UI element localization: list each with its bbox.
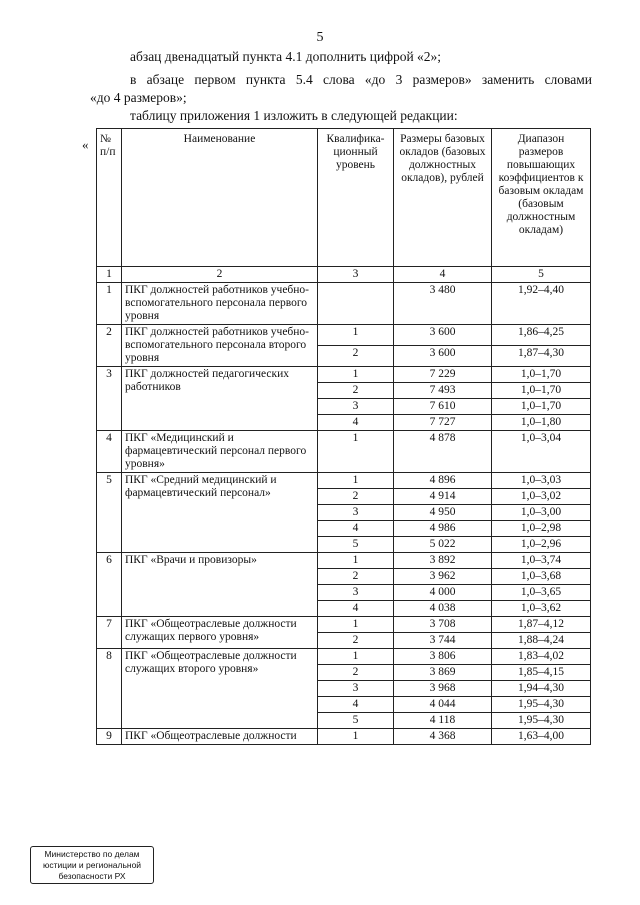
range-cell: 1,0–1,70 <box>492 383 591 399</box>
range-cell: 1,88–4,24 <box>492 633 591 649</box>
range-cell: 1,85–4,15 <box>492 665 591 681</box>
salary-cell: 3 744 <box>394 633 492 649</box>
row-number: 6 <box>97 553 122 617</box>
salary-cell: 5 022 <box>394 537 492 553</box>
row-number: 9 <box>97 729 122 745</box>
range-cell: 1,95–4,30 <box>492 713 591 729</box>
range-cell: 1,95–4,30 <box>492 697 591 713</box>
level-cell: 1 <box>318 431 394 473</box>
row-number: 1 <box>97 283 122 325</box>
row-number: 5 <box>97 473 122 553</box>
level-cell: 2 <box>318 346 394 367</box>
open-quote: « <box>82 137 89 152</box>
range-cell: 1,0–3,03 <box>492 473 591 489</box>
level-cell: 3 <box>318 681 394 697</box>
salary-cell: 3 708 <box>394 617 492 633</box>
salary-cell: 4 878 <box>394 431 492 473</box>
column-number: 3 <box>318 267 394 283</box>
level-cell: 5 <box>318 537 394 553</box>
group-name: ПКГ «Общеотраслевые должности <box>122 729 318 745</box>
row-number: 7 <box>97 617 122 649</box>
salary-cell: 7 610 <box>394 399 492 415</box>
level-cell: 2 <box>318 383 394 399</box>
group-name: ПКГ должностей работников учебно-вспомогательного персонала первого уровня <box>122 283 318 325</box>
stamp-line-1: Министерство по делам <box>44 849 140 859</box>
column-number: 5 <box>492 267 591 283</box>
salary-cell: 3 962 <box>394 569 492 585</box>
level-cell: 1 <box>318 553 394 569</box>
level-cell: 2 <box>318 489 394 505</box>
salary-cell: 4 950 <box>394 505 492 521</box>
row-number: 8 <box>97 649 122 729</box>
range-cell: 1,86–4,25 <box>492 325 591 346</box>
stamp-line-3: безопасности РХ <box>58 871 126 881</box>
column-number: 2 <box>122 267 318 283</box>
level-cell: 3 <box>318 399 394 415</box>
column-number: 1 <box>97 267 122 283</box>
level-cell: 1 <box>318 649 394 665</box>
level-cell: 3 <box>318 505 394 521</box>
paragraph-2-cont: «до 4 размеров»; <box>90 90 187 105</box>
level-cell: 4 <box>318 697 394 713</box>
level-cell: 2 <box>318 665 394 681</box>
range-cell: 1,0–1,70 <box>492 367 591 383</box>
stamp-line-2: юстиции и региональной <box>42 860 142 870</box>
column-number: 4 <box>394 267 492 283</box>
page-number: 5 <box>316 30 324 45</box>
level-cell: 4 <box>318 521 394 537</box>
table-row <box>97 649 591 665</box>
level-cell <box>318 283 394 325</box>
salary-cell: 3 968 <box>394 681 492 697</box>
table-row <box>97 325 591 346</box>
table-row <box>97 473 591 489</box>
table-row <box>97 617 591 633</box>
row-number: 4 <box>97 431 122 473</box>
level-cell: 1 <box>318 473 394 489</box>
range-cell: 1,0–1,80 <box>492 415 591 431</box>
header-level: Квалифика-ционный уровень <box>318 129 394 267</box>
column-number-row <box>97 267 591 283</box>
range-cell: 1,63–4,00 <box>492 729 591 745</box>
paragraph-3: таблицу приложения 1 изложить в следующей редакции: <box>130 108 458 123</box>
salary-cell: 7 727 <box>394 415 492 431</box>
row-number: 2 <box>97 325 122 367</box>
table-row <box>97 553 591 569</box>
header-name: Наименование <box>122 129 318 267</box>
salary-cell: 4 896 <box>394 473 492 489</box>
level-cell: 3 <box>318 585 394 601</box>
salary-cell: 3 600 <box>394 325 492 346</box>
salary-cell: 4 038 <box>394 601 492 617</box>
range-cell: 1,0–3,04 <box>492 431 591 473</box>
salary-cell: 3 892 <box>394 553 492 569</box>
table-row <box>97 283 591 325</box>
salary-cell: 3 480 <box>394 283 492 325</box>
level-cell: 2 <box>318 569 394 585</box>
salary-cell: 3 806 <box>394 649 492 665</box>
salary-cell: 7 229 <box>394 367 492 383</box>
level-cell: 5 <box>318 713 394 729</box>
range-cell: 1,0–3,00 <box>492 505 591 521</box>
header-salary: Размеры базовых окладов (базовых должностных окладов), рублей <box>394 129 492 267</box>
level-cell: 4 <box>318 601 394 617</box>
group-name: ПКГ «Общеотраслевые должности служащих второго уровня» <box>122 649 318 729</box>
paragraph-2: в абзаце первом пункта 5.4 слова «до 3 размеров» заменить словами <box>130 72 592 87</box>
range-cell: 1,0–1,70 <box>492 399 591 415</box>
table-row <box>97 431 591 473</box>
group-name: ПКГ «Врачи и провизоры» <box>122 553 318 617</box>
header-range: Диапазон размеров повышающих коэффициентов к базовым окладам (базовым должностным окладам) <box>492 129 591 267</box>
range-cell: 1,0–3,68 <box>492 569 591 585</box>
level-cell: 1 <box>318 729 394 745</box>
row-number: 3 <box>97 367 122 431</box>
salary-cell: 4 368 <box>394 729 492 745</box>
salary-cell: 7 493 <box>394 383 492 399</box>
salary-table <box>96 128 591 745</box>
header-num: № п/п <box>97 129 122 267</box>
range-cell: 1,0–3,74 <box>492 553 591 569</box>
range-cell: 1,83–4,02 <box>492 649 591 665</box>
range-cell: 1,92–4,40 <box>492 283 591 325</box>
level-cell: 1 <box>318 325 394 346</box>
table-row <box>97 367 591 383</box>
salary-cell: 4 000 <box>394 585 492 601</box>
level-cell: 1 <box>318 617 394 633</box>
range-cell: 1,0–2,98 <box>492 521 591 537</box>
salary-cell: 4 914 <box>394 489 492 505</box>
group-name: ПКГ должностей педагогических работников <box>122 367 318 431</box>
paragraph-1: абзац двенадцатый пункта 4.1 дополнить цифрой «2»; <box>130 49 442 64</box>
salary-cell: 3 600 <box>394 346 492 367</box>
salary-cell: 4 118 <box>394 713 492 729</box>
range-cell: 1,0–2,96 <box>492 537 591 553</box>
level-cell: 1 <box>318 367 394 383</box>
range-cell: 1,0–3,62 <box>492 601 591 617</box>
ministry-stamp <box>30 846 154 884</box>
range-cell: 1,0–3,65 <box>492 585 591 601</box>
level-cell: 4 <box>318 415 394 431</box>
table-row <box>97 729 591 745</box>
range-cell: 1,0–3,02 <box>492 489 591 505</box>
salary-cell: 4 986 <box>394 521 492 537</box>
group-name: ПКГ «Медицинский и фармацевтический персонал первого уровня» <box>122 431 318 473</box>
range-cell: 1,94–4,30 <box>492 681 591 697</box>
level-cell: 2 <box>318 633 394 649</box>
range-cell: 1,87–4,30 <box>492 346 591 367</box>
group-name: ПКГ должностей работников учебно-вспомогательного персонала второго уровня <box>122 325 318 367</box>
group-name: ПКГ «Средний медицинский и фармацевтический персонал» <box>122 473 318 553</box>
group-name: ПКГ «Общеотраслевые должности служащих первого уровня» <box>122 617 318 649</box>
range-cell: 1,87–4,12 <box>492 617 591 633</box>
salary-cell: 4 044 <box>394 697 492 713</box>
table-body <box>97 283 591 745</box>
salary-cell: 3 869 <box>394 665 492 681</box>
